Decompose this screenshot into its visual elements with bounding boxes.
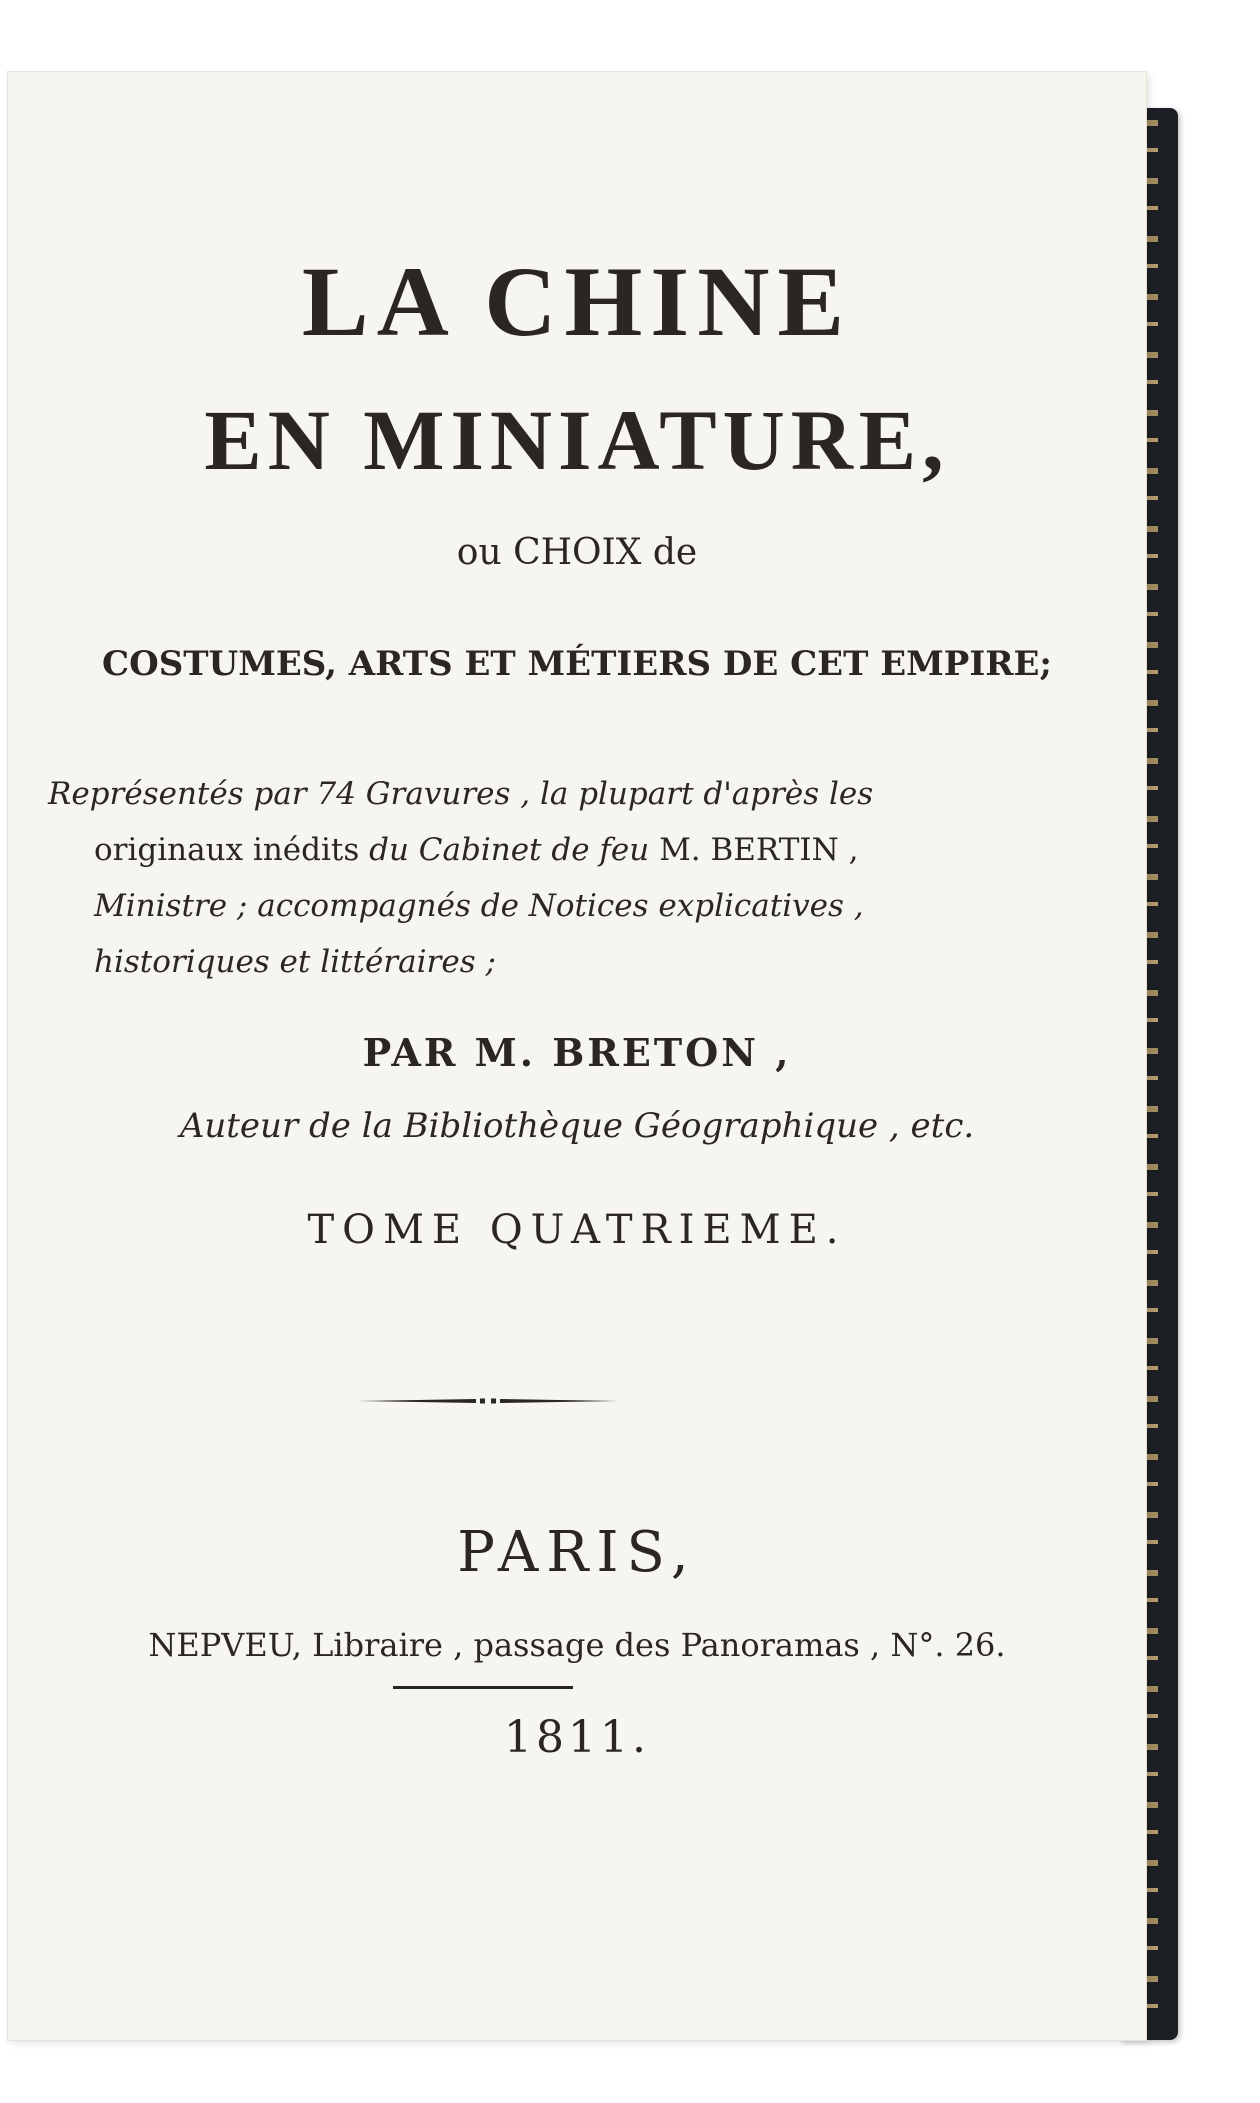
- description-line-2-italic: du Cabinet de feu: [369, 832, 650, 868]
- title-line-2: EN MINIATURE,: [204, 392, 950, 488]
- imprint-place: PARIS,: [457, 1520, 697, 1585]
- author-line: PAR M. BRETON ,: [362, 1030, 792, 1075]
- title-line-1: LA CHINE: [301, 246, 853, 357]
- imprint-year: 1811.: [504, 1712, 650, 1763]
- imprint-publisher: NEPVEU, Libraire , passage des Panoramas , N°. 26.: [148, 1626, 1006, 1664]
- author-credit: Auteur de la Bibliothèque Géographique , etc.: [179, 1106, 975, 1146]
- description-line-2-name: M. BERTIN ,: [659, 832, 859, 868]
- imprint-rule: [393, 1686, 573, 1689]
- description-line-2: [48, 822, 928, 878]
- title-page: [8, 72, 1146, 2040]
- description-line-3: Ministre ; accompagnés de Notices explicatives ,: [94, 888, 864, 924]
- description-line-4: historiques et littéraires ;: [94, 944, 496, 980]
- volume-line: TOME QUATRIEME.: [307, 1207, 847, 1253]
- subtitle-line: ou CHOIX de: [456, 532, 698, 573]
- ornamental-rule: [358, 1397, 618, 1405]
- description-block: [48, 766, 928, 990]
- description-line-2-roman: originaux inédits: [94, 832, 360, 868]
- subject-line: COSTUMES, ARTS ET MÉTIERS DE CET EMPIRE;: [102, 644, 1052, 684]
- description-line-1: Représentés par 74 Gravures , la plupart d'après les: [48, 776, 874, 812]
